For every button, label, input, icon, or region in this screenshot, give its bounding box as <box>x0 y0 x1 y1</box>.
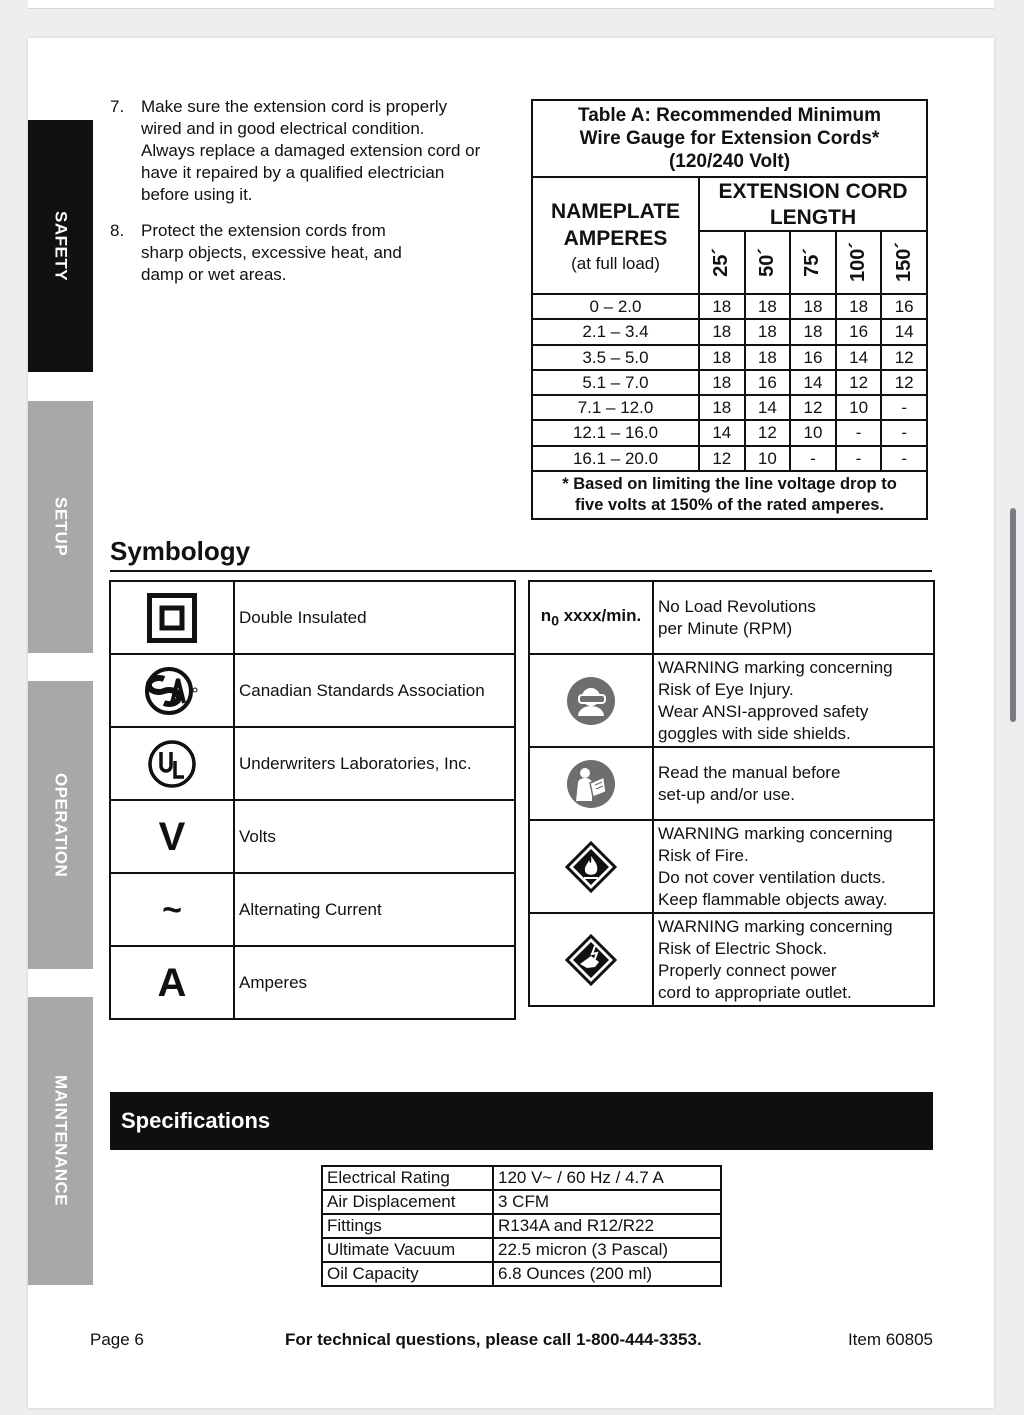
length-header <box>882 232 926 293</box>
gauge-cell: 14 <box>791 371 837 394</box>
symbol-description: Canadian Standards Association <box>239 680 485 700</box>
spec-row <box>323 1191 720 1215</box>
symbol-description <box>654 582 933 653</box>
scrollbar-thumb[interactable] <box>1010 508 1016 722</box>
symbology-table-left <box>109 580 516 1020</box>
csa-icon <box>111 655 235 726</box>
extension-cord-instructions <box>110 96 490 300</box>
amperes-cell: 3.5 – 5.0 <box>533 346 700 369</box>
table-title-line: (120/240 Volt) <box>668 151 791 172</box>
spec-row <box>323 1215 720 1239</box>
gauge-cell: 16 <box>894 297 914 316</box>
table-row <box>533 371 926 396</box>
table-body <box>533 295 926 472</box>
length-label: 50´ <box>755 248 778 277</box>
desc-line: set-up and/or use. <box>658 784 796 804</box>
instruction-text: Protect the extension cords from sharp objects, excessive heat, and damp or wet areas. <box>141 221 402 284</box>
gauge-cell: 16 <box>746 371 792 394</box>
gauge-cell: 12 <box>746 421 792 444</box>
fire-warning-icon <box>530 821 654 912</box>
amperes-cell: 12.1 – 16.0 <box>533 421 700 444</box>
spec-row <box>323 1167 720 1191</box>
desc-line: per Minute (RPM) <box>658 618 793 638</box>
page-number: Page 6 <box>90 1330 144 1349</box>
gauge-cell: - <box>901 398 907 418</box>
volts-icon <box>111 801 235 872</box>
symbol-description: Amperes <box>239 972 308 992</box>
symbol-row <box>530 748 933 821</box>
specifications-table <box>321 1165 722 1287</box>
tab-label: OPERATION <box>51 772 71 878</box>
desc-line: No Load Revolutions <box>658 596 816 616</box>
tab-maintenance[interactable] <box>28 997 93 1285</box>
symbol-description <box>654 748 933 819</box>
nameplate-sublabel: (at full load) <box>571 253 660 273</box>
desc-line: cord to appropriate outlet. <box>658 982 852 1002</box>
gauge-cell: 18 <box>837 295 883 318</box>
instruction-item <box>110 220 490 286</box>
symbol-description: Double Insulated <box>239 607 367 627</box>
safety-goggles-icon <box>530 655 654 746</box>
gauge-cell: 14 <box>837 346 883 369</box>
nameplate-header <box>533 178 700 293</box>
length-label: 150´ <box>892 242 915 283</box>
spec-label: Ultimate Vacuum <box>323 1239 494 1261</box>
desc-line: Risk of Electric Shock. <box>658 938 828 958</box>
desc-line: Properly connect power <box>658 960 837 980</box>
tab-operation[interactable] <box>28 681 93 969</box>
alternating-current-glyph: ~ <box>162 890 182 929</box>
desc-line: Do not cover ventilation ducts. <box>658 867 886 887</box>
length-label: 25´ <box>710 248 733 277</box>
spec-value: 6.8 Ounces (200 ml) <box>498 1264 653 1283</box>
symbol-row <box>530 655 933 748</box>
gauge-cell: 12 <box>894 372 914 392</box>
page-footer <box>90 1329 933 1351</box>
spec-value: 3 CFM <box>498 1192 549 1211</box>
desc-line: goggles with side shields. <box>658 723 851 743</box>
table-row <box>533 346 926 371</box>
gauge-cell: 12 <box>791 396 837 419</box>
gauge-cell: 18 <box>700 295 746 318</box>
symbol-row <box>530 914 933 1005</box>
gauge-cell: 18 <box>746 295 792 318</box>
gauge-cell: 16 <box>837 320 883 343</box>
gauge-cell: 18 <box>746 346 792 369</box>
gauge-cell: 12 <box>700 447 746 470</box>
symbol-row <box>530 582 933 655</box>
desc-line: Risk of Fire. <box>658 845 749 865</box>
technical-help-line: For technical questions, please call 1-800-444-3353. <box>285 1330 702 1349</box>
amperes-cell: 5.1 – 7.0 <box>533 371 700 394</box>
length-header <box>746 232 792 293</box>
electric-shock-icon <box>530 914 654 1005</box>
footnote-line: * Based on limiting the line voltage drop to <box>562 475 897 494</box>
amperes-icon <box>111 947 235 1018</box>
nameplate-label: NAMEPLATE <box>550 199 681 223</box>
desc-line: Risk of Eye Injury. <box>658 679 794 699</box>
desc-line: Read the manual before <box>658 762 841 782</box>
symbol-description: Volts <box>239 826 276 846</box>
symbol-description: Alternating Current <box>239 899 382 919</box>
no-load-subscript: 0 <box>551 612 559 629</box>
spec-value: 120 V~ / 60 Hz / 4.7 A <box>498 1168 664 1187</box>
gauge-cell: 18 <box>791 320 837 343</box>
spec-value: 22.5 micron (3 Pascal) <box>498 1240 669 1259</box>
amperes-glyph: A <box>157 960 187 1005</box>
gauge-cell: - <box>901 448 907 468</box>
instruction-item <box>110 96 490 206</box>
tab-safety[interactable] <box>28 120 93 372</box>
gauge-cell: 18 <box>700 346 746 369</box>
nameplate-label: AMPERES <box>563 226 668 250</box>
table-row <box>533 295 926 320</box>
gauge-cell: 10 <box>837 396 883 419</box>
table-row <box>533 396 926 421</box>
no-load-label-text <box>541 606 641 628</box>
wire-gauge-table <box>531 99 928 520</box>
gauge-cell: 18 <box>746 320 792 343</box>
spec-label: Electrical Rating <box>323 1167 494 1189</box>
amperes-cell: 7.1 – 12.0 <box>533 396 700 419</box>
table-row <box>533 447 926 472</box>
item-number: Item 60805 <box>847 1330 933 1349</box>
gauge-cell: 12 <box>894 347 914 367</box>
table-row <box>533 320 926 345</box>
symbol-row <box>111 655 514 728</box>
gauge-cell: 18 <box>791 295 837 318</box>
desc-line: Wear ANSI-approved safety <box>658 701 869 721</box>
symbol-row <box>111 947 514 1018</box>
symbol-row <box>111 728 514 801</box>
previous-page-edge <box>28 0 994 9</box>
table-title-line: Table A: Recommended Minimum <box>578 105 881 126</box>
instruction-number: 8. <box>110 221 125 240</box>
length-header <box>700 232 746 293</box>
table-title-line: Wire Gauge for Extension Cords* <box>579 128 880 149</box>
length-label: 100´ <box>847 242 870 283</box>
amperes-cell: 0 – 2.0 <box>533 295 700 318</box>
ul-icon <box>111 728 235 799</box>
table-row <box>533 421 926 446</box>
gauge-cell: 10 <box>791 421 837 444</box>
spec-label: Oil Capacity <box>323 1263 494 1285</box>
no-load-label <box>530 582 654 653</box>
desc-line: WARNING marking concerning <box>658 916 893 936</box>
spec-value: R134A and R12/R22 <box>498 1216 654 1235</box>
length-header <box>791 232 837 293</box>
symbol-description <box>654 655 933 746</box>
instruction-text: Make sure the extension cord is properly wired and in good electrical condition. Always replace a damaged extension cord or have it repaired by a qualified electrician before using it. <box>141 97 481 204</box>
desc-line: Keep flammable objects away. <box>658 889 888 909</box>
gauge-cell: 18 <box>700 320 746 343</box>
alternating-current-icon <box>111 874 235 945</box>
gauge-cell: - <box>837 447 883 470</box>
gauge-cell: 14 <box>700 421 746 444</box>
volts-glyph: V <box>158 814 186 859</box>
tab-label: SAFETY <box>51 210 71 282</box>
extension-cord-header <box>700 178 926 293</box>
symbol-row <box>111 801 514 874</box>
gauge-cell: 14 <box>894 322 914 342</box>
amperes-cell: 16.1 – 20.0 <box>533 447 700 470</box>
symbol-description: Underwriters Laboratories, Inc. <box>239 753 472 773</box>
read-manual-icon <box>530 748 654 819</box>
gauge-cell: 18 <box>700 396 746 419</box>
gauge-cell: 18 <box>700 371 746 394</box>
table-header <box>533 178 926 295</box>
gauge-cell: - <box>837 421 883 444</box>
gauge-cell: - <box>901 423 907 443</box>
no-load-rate: xxxx/min. <box>558 606 642 626</box>
table-title <box>533 101 926 178</box>
desc-line: WARNING marking concerning <box>658 823 893 843</box>
symbology-heading: Symbology <box>110 534 932 572</box>
length-label: 75´ <box>801 248 824 277</box>
spec-label: Fittings <box>323 1215 494 1237</box>
spec-row <box>323 1263 720 1285</box>
amperes-cell: 2.1 – 3.4 <box>533 320 700 343</box>
gauge-cell: 16 <box>791 346 837 369</box>
instruction-number: 7. <box>110 97 125 116</box>
symbol-row <box>111 874 514 947</box>
extension-title-line: LENGTH <box>769 206 857 229</box>
tab-label: MAINTENANCE <box>51 1075 71 1207</box>
symbol-description <box>654 821 933 912</box>
gauge-cell: 12 <box>837 371 883 394</box>
length-headers <box>700 232 926 293</box>
spec-row <box>323 1239 720 1263</box>
manual-page <box>28 38 994 1408</box>
tab-setup[interactable] <box>28 401 93 653</box>
tab-label: SETUP <box>51 497 71 557</box>
extension-cord-title <box>700 178 926 232</box>
gauge-cell: 10 <box>746 447 792 470</box>
extension-title-line: EXTENSION CORD <box>718 180 908 203</box>
symbol-row <box>530 821 933 914</box>
symbology-table-right <box>528 580 935 1007</box>
symbol-row <box>111 582 514 655</box>
specifications-heading: Specifications <box>110 1092 933 1150</box>
footnote-line: five volts at 150% of the rated amperes. <box>574 496 885 515</box>
spec-label: Air Displacement <box>323 1191 494 1213</box>
gauge-cell: - <box>791 447 837 470</box>
length-header <box>837 232 883 293</box>
double-insulated-icon <box>111 582 235 653</box>
no-load-n: n <box>540 606 552 626</box>
symbol-description <box>654 914 933 1005</box>
table-footnote <box>533 472 926 518</box>
desc-line: WARNING marking concerning <box>658 657 893 677</box>
gauge-cell: 14 <box>746 396 792 419</box>
